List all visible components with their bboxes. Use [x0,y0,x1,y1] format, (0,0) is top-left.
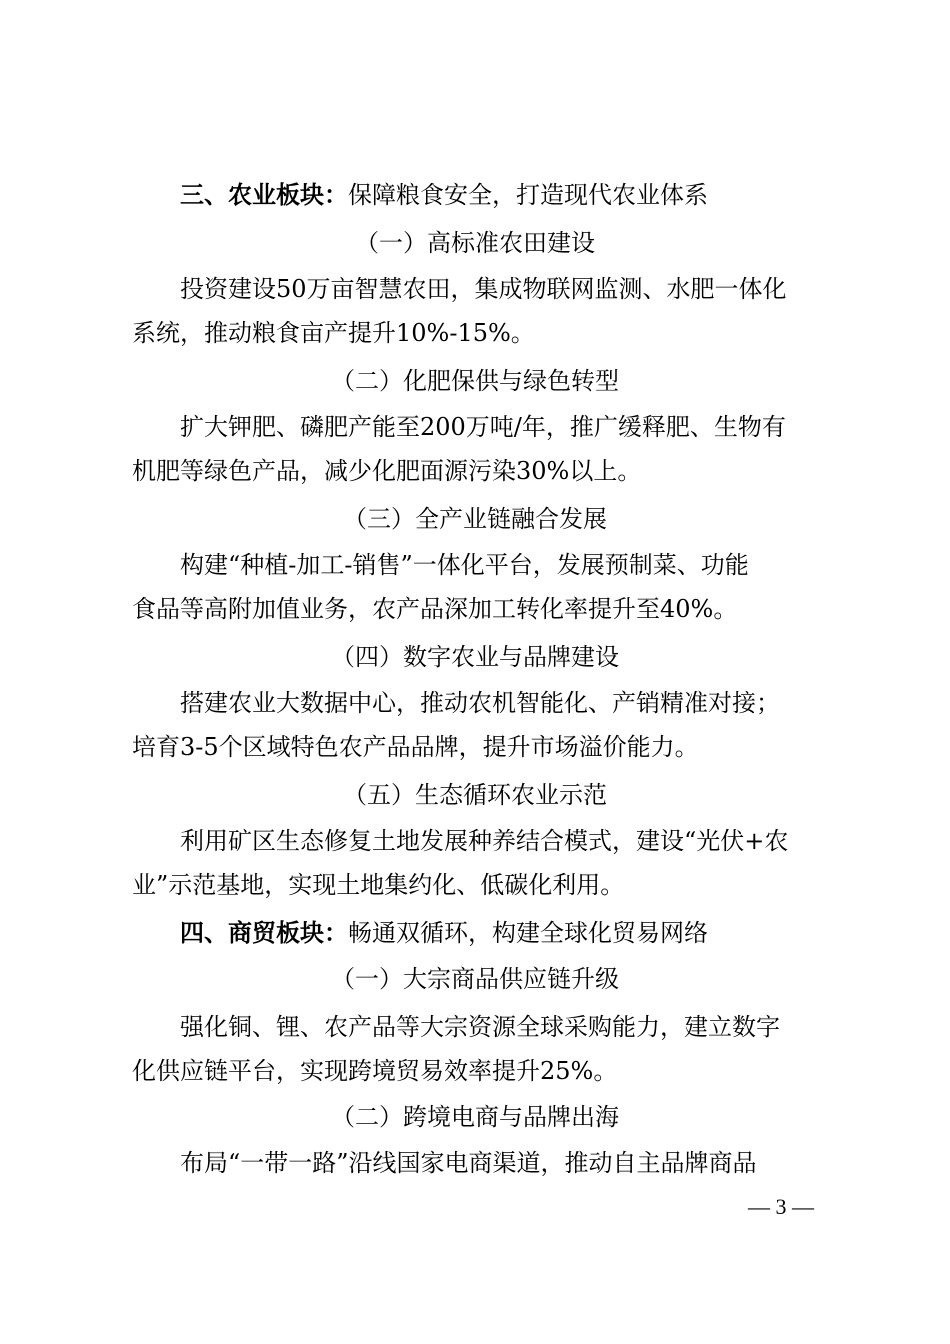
section-heading-text: 保障粮食安全，打造现代农业体系 [348,181,708,209]
paragraph-line: 投资建设50万亩智慧农田，集成物联网监测、水肥一体化 [180,275,787,303]
subheading-supply-chain: （一）大宗商品供应链升级 [331,965,619,993]
subheading-digital-agriculture: （四）数字农业与品牌建设 [331,643,619,671]
paragraph-line: 食品等高附加值业务，农产品深加工转化率提升至40%。 [132,595,738,623]
page-number: — 3 — [748,1194,814,1219]
paragraph-line: 搭建农业大数据中心，推动农机智能化、产销精准对接； [180,689,780,717]
section-heading-text: 畅通双循环，构建全球化贸易网络 [348,919,708,947]
paragraph-line: 扩大钾肥、磷肥产能至200万吨/年，推广缓释肥、生物有 [180,413,786,441]
subheading-industry-chain: （三）全产业链融合发展 [343,505,607,533]
subheading-fertilizer: （二）化肥保供与绿色转型 [331,367,619,395]
paragraph-line: 业”示范基地，实现土地集约化、低碳化利用。 [132,871,625,899]
paragraph-line: 培育3-5个区域特色农产品品牌，提升市场溢价能力。 [132,733,699,761]
subheading-ecological-agriculture: （五）生态循环农业示范 [343,781,607,809]
paragraph-line: 机肥等绿色产品，减少化肥面源污染30%以上。 [132,457,642,485]
subheading-cross-border-ecommerce: （二）跨境电商与品牌出海 [331,1103,619,1131]
paragraph-line: 强化铜、锂、农产品等大宗资源全球采购能力，建立数字 [180,1013,780,1041]
paragraph-line: 系统，推动粮食亩产提升10%-15%。 [132,319,535,347]
paragraph-line: 化供应链平台，实现跨境贸易效率提升25%。 [132,1057,618,1085]
section-heading-trade [180,918,708,948]
section-heading-agriculture [180,180,708,210]
section-heading-bold: 四、商贸板块： [180,918,348,947]
subheading-farmland: （一）高标准农田建设 [355,229,595,257]
paragraph-line: 利用矿区生态修复土地发展种养结合模式，建设“光伏+农 [180,827,789,855]
paragraph-line: 构建“种植-加工-销售”一体化平台，发展预制菜、功能 [180,551,749,579]
section-heading-bold: 三、农业板块： [180,180,348,209]
paragraph-line: 布局“一带一路”沿线国家电商渠道，推动自主品牌商品 [180,1149,757,1177]
